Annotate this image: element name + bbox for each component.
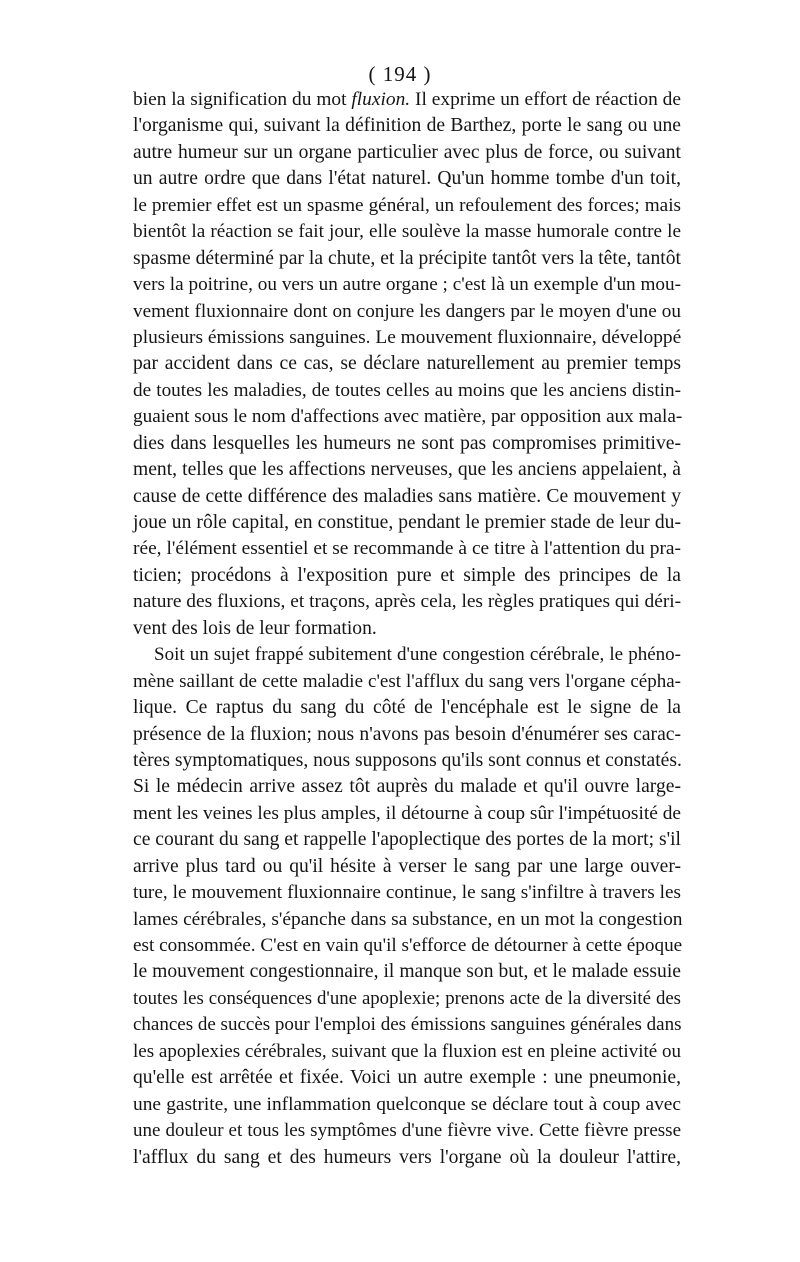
text-line: toutes les conséquences d'une apoplexie; prenons acte de la diversité des [133, 987, 681, 1009]
text-line: spasme déterminé par la chute, et la précipite tantôt vers la tête, tantôt [133, 247, 681, 269]
page-number: ( 194 ) [368, 62, 432, 86]
text-fragment: bien la signification du mot [133, 89, 352, 110]
text-line: tères symptomatiques, nous supposons qu'ils sont connus et constatés. [133, 749, 682, 771]
text-line: par accident dans ce cas, se déclare naturellement au premier temps [133, 353, 681, 375]
text-line: les apoplexies cérébrales, suivant que la fluxion est en pleine activité ou [133, 1040, 681, 1062]
text-line: lique. Ce raptus du sang du côté de l'encéphale est le signe de la [133, 697, 681, 719]
text-line: guaient sous le nom d'affections avec matière, par opposition aux mala- [133, 406, 683, 428]
body-text [133, 87, 681, 1171]
text-line: arrive plus tard ou qu'il hésite à verser le sang par une large ouver- [133, 855, 681, 877]
paragraph-1 [133, 87, 681, 642]
text-line: vers la poitrine, ou vers un autre organe ; c'est là un exemple d'un mou- [133, 274, 681, 296]
italic-word-fluxion: fluxion. [351, 89, 411, 110]
text-line: autre humeur sur un organe particulier avec plus de force, ou suivant [133, 141, 681, 163]
text-line: rée, l'élément essentiel et se recommande à ce titre à l'attention du pra- [133, 538, 681, 560]
text-line: plusieurs émissions sanguines. Le mouvement fluxionnaire, développé [133, 326, 682, 348]
text-line: chances de succès pour l'emploi des émissions sanguines générales dans [133, 1014, 682, 1036]
text-line: Si le médecin arrive assez tôt auprès du malade et qu'il ouvre large- [133, 776, 681, 798]
text-line: l'organisme qui, suivant la définition de Barthez, porte le sang ou une [133, 115, 681, 137]
text-line: l'afflux du sang et des humeurs vers l'organe où la douleur l'attire, [133, 1146, 681, 1168]
text-line: ture, le mouvement fluxionnaire continue, le sang s'infiltre à travers les [133, 882, 681, 904]
text-line: nature des fluxions, et traçons, après cela, les règles pratiques qui déri- [133, 591, 682, 613]
text-line: est consommée. C'est en vain qu'il s'efforce de détourner à cette époque [133, 935, 683, 956]
text-line: présence de la fluxion; nous n'avons pas besoin d'énumérer ses carac- [133, 723, 681, 745]
text-line: une douleur et tous les symptômes d'une fièvre vive. Cette fièvre presse [133, 1120, 681, 1142]
text-line [133, 87, 681, 113]
paragraph-2 [133, 642, 681, 1171]
text-line: ce courant du sang et rappelle l'apoplectique des portes de la mort; s'il [133, 829, 681, 851]
text-line: un autre ordre que dans l'état naturel. Qu'un homme tombe d'un toit, [133, 168, 681, 190]
text-line: bientôt la réaction se fait jour, elle soulève la masse humorale contre le [133, 221, 681, 243]
text-line: Soit un sujet frappé subitement d'une congestion cérébrale, le phéno- [154, 644, 681, 666]
text-line: qu'elle est arrêtée et fixée. Voici un autre exemple : une pneumonie, [133, 1067, 681, 1089]
text-line: ticien; procédons à l'exposition pure et simple des principes de la [133, 564, 681, 586]
text-line: le premier effet est un spasme général, un refoulement des forces; mais [133, 194, 681, 216]
text-fragment: Il exprime un effort de réaction de [410, 89, 681, 110]
text-line: cause de cette différence des maladies sans matière. Ce mouvement y [133, 485, 681, 507]
text-line: lames cérébrales, s'épanche dans sa substance, en un mot la congestion [133, 908, 683, 930]
text-line: une gastrite, une inflammation quelconque se déclare tout à coup avec [133, 1093, 681, 1115]
text-line: vement fluxionnaire dont on conjure les dangers par le moyen d'une ou [133, 300, 681, 322]
text-line: joue un rôle capital, en constitue, pendant le premier stade de leur du- [133, 512, 681, 533]
text-line: le mouvement congestionnaire, il manque son but, et le malade essuie [133, 961, 681, 983]
text-line: dies dans lesquelles les humeurs ne sont pas compromises primitive- [133, 432, 681, 454]
text-line: vent des lois de leur formation. [133, 617, 377, 639]
text-line: ment les veines les plus amples, il détourne à coup sûr l'impétuosité de [133, 802, 681, 824]
text-line: ment, telles que les affections nerveuses, que les anciens appelaient, à [133, 459, 681, 481]
text-line: mène saillant de cette maladie c'est l'afflux du sang vers l'organe cépha- [133, 670, 681, 692]
text-line: de toutes les maladies, de toutes celles au moins que les anciens distin- [133, 379, 681, 401]
